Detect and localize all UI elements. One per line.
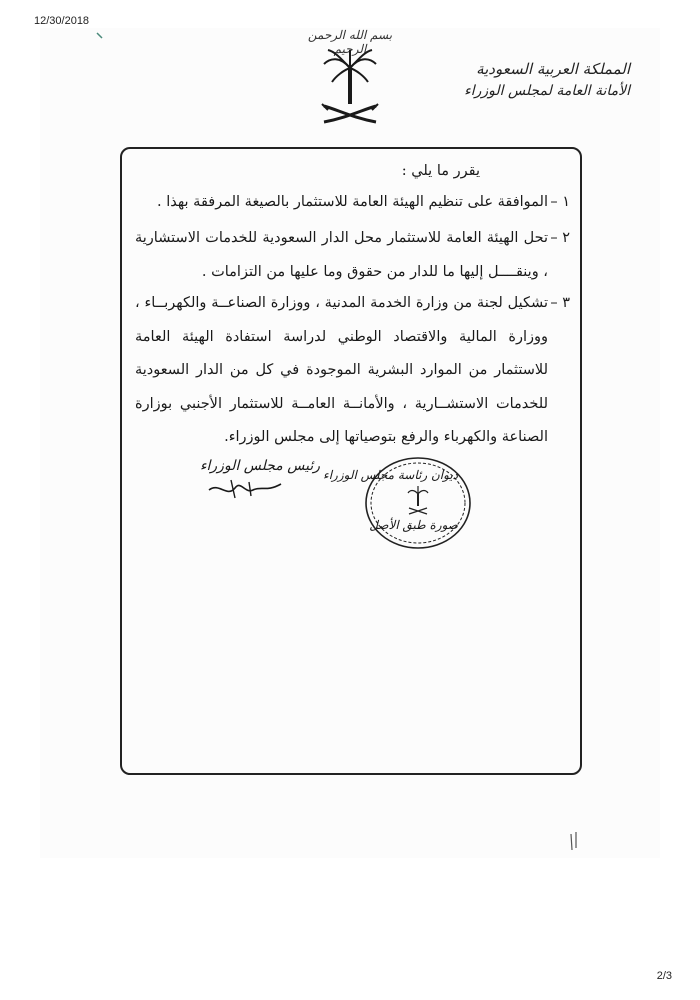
clause-text: تحل الهيئة العامة للاستثمار محل الدار السعودية للخدمات الاستشارية ، وينقــــل إليها ما للدار من حقوق وما عليها من التزامات . — [135, 230, 548, 280]
handwritten-signature — [205, 476, 285, 502]
print-date: 12/30/2018 — [34, 15, 90, 27]
page-number: 2/3 — [656, 970, 672, 982]
letterhead — [430, 58, 630, 102]
clause-number: ١ – — [550, 194, 570, 210]
basmala: بسم الله الرحمن الرحيم — [307, 28, 393, 56]
scan-artifact-mark — [568, 830, 580, 852]
decision-intro: يقرر ما يلي : — [401, 163, 480, 179]
seal-emblem-icon — [407, 486, 429, 516]
office-name: الأمانة العامة لمجلس الوزراء — [464, 83, 630, 99]
country-name: المملكة العربية السعودية — [476, 60, 630, 78]
scan-artifact-mark — [96, 32, 104, 40]
seal-certification: صورة طبق الأصل — [369, 518, 458, 532]
seal-issuer: ديوان رئاسة مجلس الوزراء — [323, 468, 458, 482]
palm-and-swords-emblem-icon — [318, 48, 382, 130]
clause-text: تشكيل لجنة من وزارة الخدمة المدنية ، ووزارة الصناعــة والكهربــاء ، ووزارة المالية والاقتصاد الوطني لدراسة استفادة الهيئة العامة للاستثمار من الموارد البشرية الموجودة في كل من الدار السعودية للخدمات الاستشــارية ، والأمانــة العامــة للاستثمار الأجنبي بوزارة الصناعة والكهرباء والرفع بتوصياتها إلى مجلس الوزراء. — [135, 295, 548, 445]
clause-2 — [135, 222, 570, 289]
clause-number: ٢ – — [550, 230, 570, 246]
clause-3 — [135, 287, 570, 455]
clause-text: الموافقة على تنظيم الهيئة العامة للاستثمار بالصيغة المرفقة بهذا . — [157, 194, 548, 210]
signatory-title: رئيس مجلس الوزراء — [199, 458, 320, 474]
clause-1 — [135, 186, 570, 220]
clause-number: ٣ – — [550, 295, 570, 311]
